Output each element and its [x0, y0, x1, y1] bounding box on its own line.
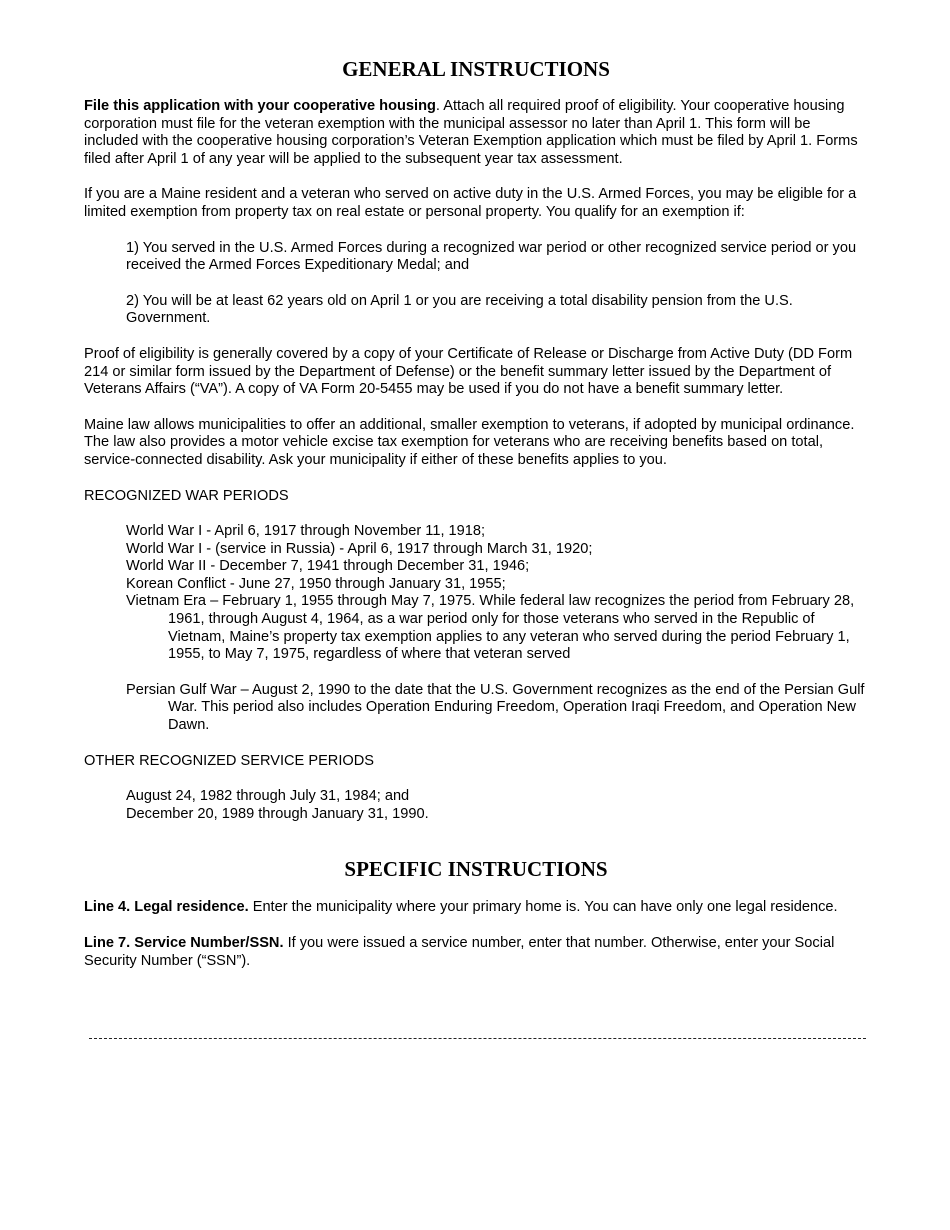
- service-period-item: August 24, 1982 through July 31, 1984; and: [126, 788, 410, 805]
- filing-paragraph: [84, 98, 868, 168]
- instructions-page: [84, 0, 868, 970]
- line-7-text: If you were issued a service number, enter that number. Otherwise, enter your Social Security Number (“SSN”).: [84, 935, 835, 969]
- other-periods-heading: OTHER RECOGNIZED SERVICE PERIODS: [84, 752, 375, 769]
- service-period-item: December 20, 1989 through January 31, 1990.: [126, 805, 429, 822]
- condition-2: 2) You will be at least 62 years old on April 1 or you are receiving a total disability pension from the U.S. Government.: [126, 292, 793, 327]
- filing-paragraph-bold: File this application with your cooperative housing: [84, 98, 436, 114]
- condition-1: 1) You served in the U.S. Armed Forces during a recognized war period or other recognized service period or you received the Armed Forces Expeditionary Medal; and: [126, 239, 857, 274]
- dashed-cut-line: [89, 1038, 866, 1039]
- eligibility-paragraph: If you are a Maine resident and a veteran who served on active duty in the U.S. Armed Forces, you may be eligible for a limited exemption from property tax on real estate or personal property. You qualify for an exemption if:: [84, 186, 857, 220]
- line-7-instruction: [84, 935, 868, 970]
- proof-paragraph: Proof of eligibility is generally covered by a copy of your Certificate of Release or Discharge from Active Duty (DD Form 214 or similar form issued by the Department of Defense) or the benefit summary letter issued by the Department of Veterans Affairs (“VA”). A copy of VA Form 20-5455 may be used if you do not have a benefit summary letter.: [84, 345, 853, 398]
- persian-gulf-war-item: Persian Gulf War – August 2, 1990 to the date that the U.S. Government recognizes as the end of the Persian Gulf War. This period also includes Operation Enduring Freedom, Operation Iraqi Freedom, and Operation New Dawn.: [126, 681, 865, 734]
- line-4-label: Line 4. Legal residence.: [84, 899, 249, 916]
- war-periods-heading: RECOGNIZED WAR PERIODS: [84, 487, 289, 504]
- war-period-item: World War II - December 7, 1941 through December 31, 1946;: [126, 558, 530, 575]
- general-instructions-heading: GENERAL INSTRUCTIONS: [342, 57, 610, 81]
- war-period-item: Vietnam Era – February 1, 1955 through May 7, 1975. While federal law recognizes the period from February 28, 1961, through August 4, 1964, as a war period only for those veterans who served in the Republic of Vietnam, Maine’s property tax exemption applies to any veteran who served during the period February 1, 1955, to May 7, 1975, regardless of where that veteran served: [126, 593, 855, 663]
- filing-paragraph-text: . Attach all required proof of eligibility. Your cooperative housing corporation must file for the veteran exemption with the municipal assessor no later than April 1. This form will be included with the cooperative housing corporation’s Veteran Exemption application which must be filed by April 1. Forms filed after April 1 of any year will be applied to the subsequent year tax assessment.: [84, 98, 858, 167]
- war-period-item: World War I - April 6, 1917 through November 11, 1918;: [126, 523, 486, 540]
- war-periods-list: [84, 523, 868, 664]
- line-4-text: Enter the municipality where your primary home is. You can have only one legal residence.: [248, 899, 838, 916]
- war-period-item: Korean Conflict - June 27, 1950 through January 31, 1955;: [126, 575, 506, 592]
- line-4-instruction: [84, 899, 868, 917]
- other-periods-list: [84, 788, 868, 823]
- specific-instructions-heading: SPECIFIC INSTRUCTIONS: [344, 857, 608, 882]
- municipal-paragraph: Maine law allows municipalities to offer an additional, smaller exemption to veterans, if adopted by municipal ordinance. The law also provides a motor vehicle excise tax exemption for veterans who are receiving benefits based on total, service-connected disability. Ask your municipality if either of these benefits applies to you.: [84, 416, 855, 468]
- line-7-label: Line 7. Service Number/SSN.: [84, 935, 284, 951]
- war-period-item: World War I - (service in Russia) - April 6, 1917 through March 31, 1920;: [126, 540, 593, 557]
